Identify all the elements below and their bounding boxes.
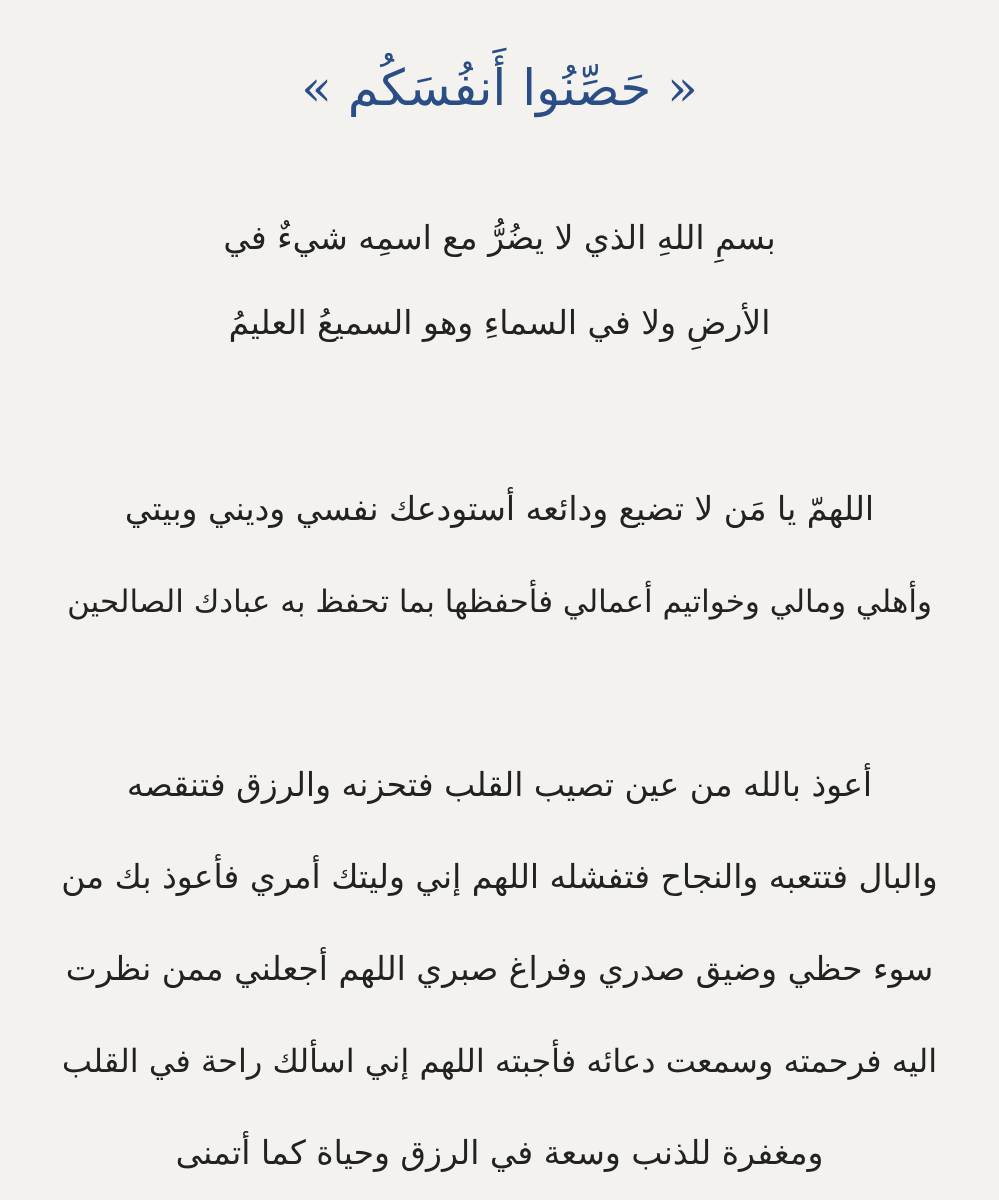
- text-line: اليه فرحمته وسمعت دعائه فأجبته اللهم إني اسألك راحة في القلب: [61, 1042, 938, 1080]
- text-line: الأرضِ ولا في السماءِ وهو السميعُ العليمُ: [228, 303, 771, 342]
- text-line: وأهلي ومالي وخواتيم أعمالي فأحفظها بما تحفظ به عبادك الصالحين: [67, 584, 932, 620]
- text-line: أعوذ بالله من عين تصيب القلب فتحزنه والرزق فتنقصه: [126, 765, 873, 804]
- page-title: « حَصِّنُوا أَنفُسَكُم »: [301, 59, 698, 117]
- text-line: والبال فتتعبه والنجاح فتفشله اللهم إني وليتك أمري فأعوذ بك من: [61, 857, 938, 896]
- text-line: بسمِ اللهِ الذي لا يضُرُّ مع اسمِه شيءٌ في: [223, 218, 776, 257]
- text-line: اللهمّ يا مَن لا تضيع ودائعه أستودعك نفسي وديني وبيتي: [124, 489, 875, 528]
- text-line: ومغفرة للذنب وسعة في الرزق وحياة كما أتمنى: [175, 1133, 824, 1172]
- text-line: سوء حظي وضيق صدري وفراغ صبري اللهم أجعلني ممن نظرت: [65, 949, 934, 988]
